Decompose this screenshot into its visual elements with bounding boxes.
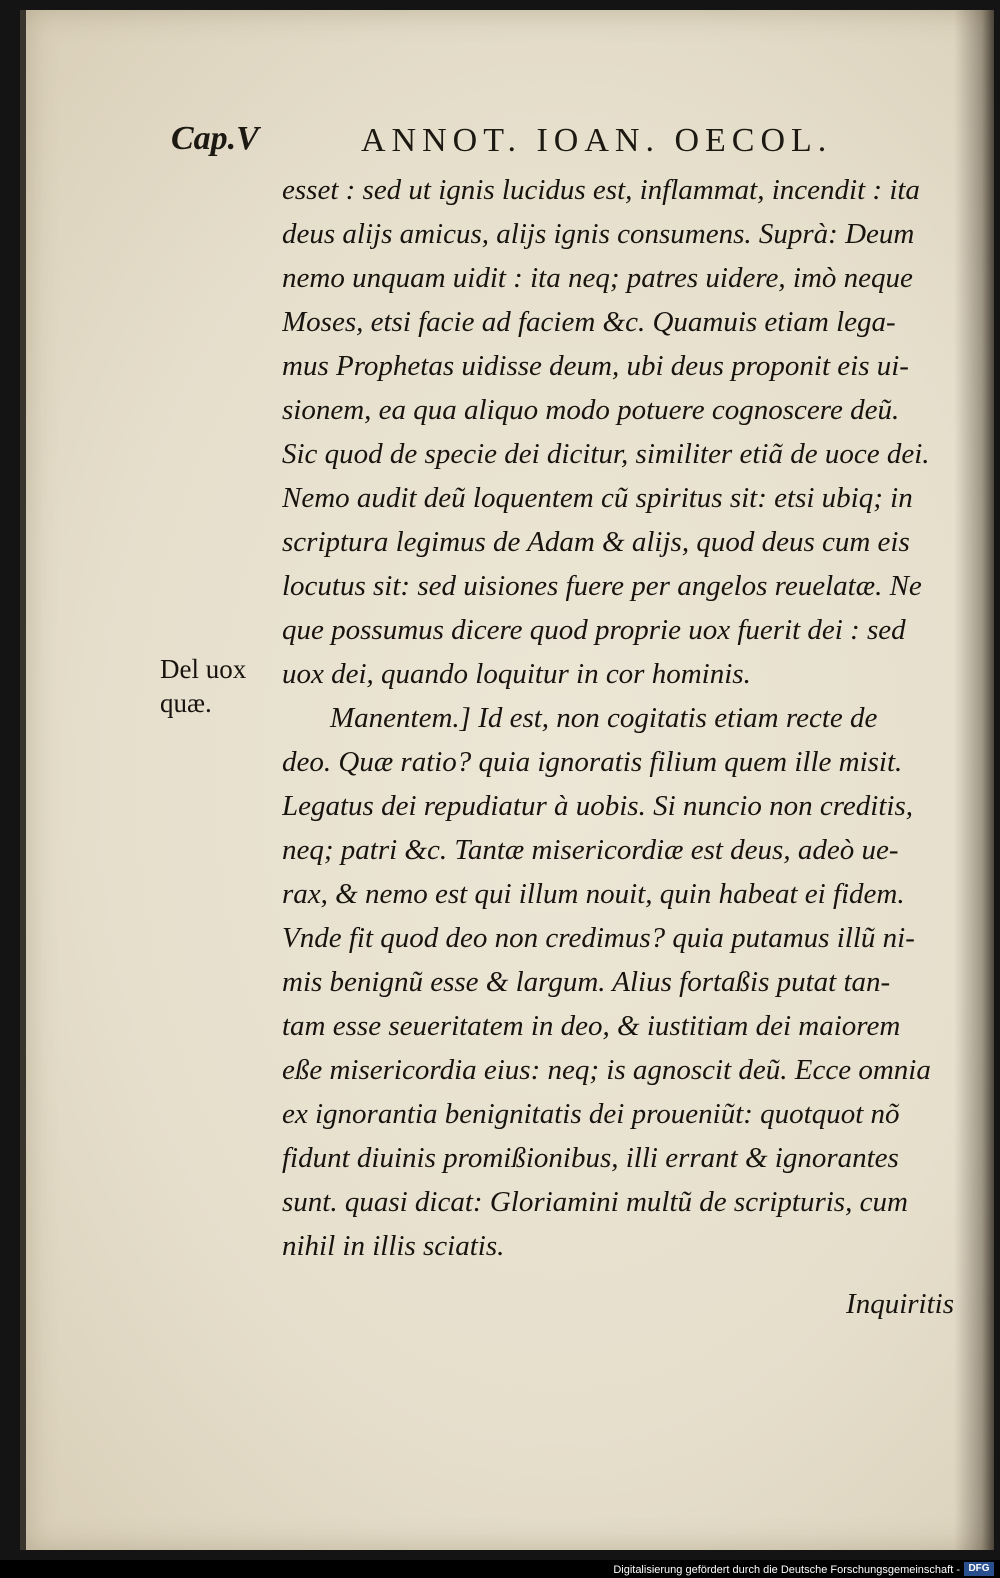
text-line: ex ignorantia benignitatis dei proueniũt: quotquot nõ — [282, 1098, 900, 1130]
text-line: nemo unquam uidit : ita neq; patres uidere, imò neque — [282, 262, 913, 294]
text-line: sunt. quasi dicat: Gloriamini multũ de scripturis, cum — [282, 1186, 908, 1218]
catchword: Inquiritis — [846, 1288, 954, 1320]
text-line: deus alijs amicus, alijs ignis consumens. Suprà: Deum — [282, 218, 915, 250]
text-line: mis benignũ esse & largum. Alius fortaßis putat tan- — [282, 966, 891, 998]
text-line: Sic quod de specie dei dicitur, similiter etiã de uoce dei. — [282, 438, 930, 470]
text-line: Manentem.] Id est, non cogitatis etiam recte de — [330, 702, 878, 734]
text-line: mus Prophetas uidisse deum, ubi deus proponit eis ui- — [282, 350, 909, 382]
chapter-label: Cap.V — [171, 120, 259, 157]
footer-bar — [0, 1560, 1000, 1578]
text-line: Vnde fit quod deo non credimus? quia putamus illũ ni- — [282, 922, 915, 954]
text-line: eße misericordia eius: neq; is agnoscit deũ. Ecce omnia — [282, 1054, 931, 1086]
text-line: neq; patri &c. Tantæ misericordiæ est deus, adeò ue- — [282, 834, 899, 866]
text-line: sionem, ea qua aliquo modo potuere cognoscere deũ. — [282, 394, 900, 426]
text-line: esset : sed ut ignis lucidus est, inflammat, incendit : ita — [282, 174, 920, 206]
text-line: Nemo audit deũ loquentem cũ spiritus sit: etsi ubiq; in — [282, 482, 913, 514]
running-head — [171, 120, 991, 170]
text-line: rax, & nemo est qui illum nouit, quin habeat ei fidem. — [282, 878, 905, 910]
book-page — [20, 10, 994, 1550]
text-line: Legatus dei repudiatur à uobis. Si nuncio non creditis, — [282, 790, 913, 822]
margin-note: Del uox quæ. — [160, 654, 247, 718]
text-line: tam esse seueritatem in deo, & iustitiam dei maiorem — [282, 1010, 901, 1042]
text-line: uox dei, quando loquitur in cor hominis. — [282, 658, 751, 690]
text-line: nihil in illis sciatis. — [282, 1230, 505, 1262]
text-line: Moses, etsi facie ad faciem &c. Quamuis etiam lega- — [282, 306, 896, 338]
text-line: que possumus dicere quod proprie uox fuerit dei : sed — [282, 614, 906, 646]
footer-credit: Digitalisierung gefördert durch die Deutsche Forschungsgemeinschaft - — [613, 1564, 960, 1576]
text-line: locutus sit: sed uisiones fuere per angelos reuelatæ. Ne — [282, 570, 922, 602]
running-title: ANNOT. IOAN. OECOL. — [361, 122, 833, 159]
text-line: deo. Quæ ratio? quia ignoratis filium quem ille misit. — [282, 746, 903, 778]
text-line: scriptura legimus de Adam & alijs, quod deus cum eis — [282, 526, 910, 558]
main-text — [282, 168, 974, 1326]
dfg-logo: DFG — [964, 1562, 994, 1576]
text-line: fidunt diuinis promißionibus, illi errant & ignorantes — [282, 1142, 899, 1174]
